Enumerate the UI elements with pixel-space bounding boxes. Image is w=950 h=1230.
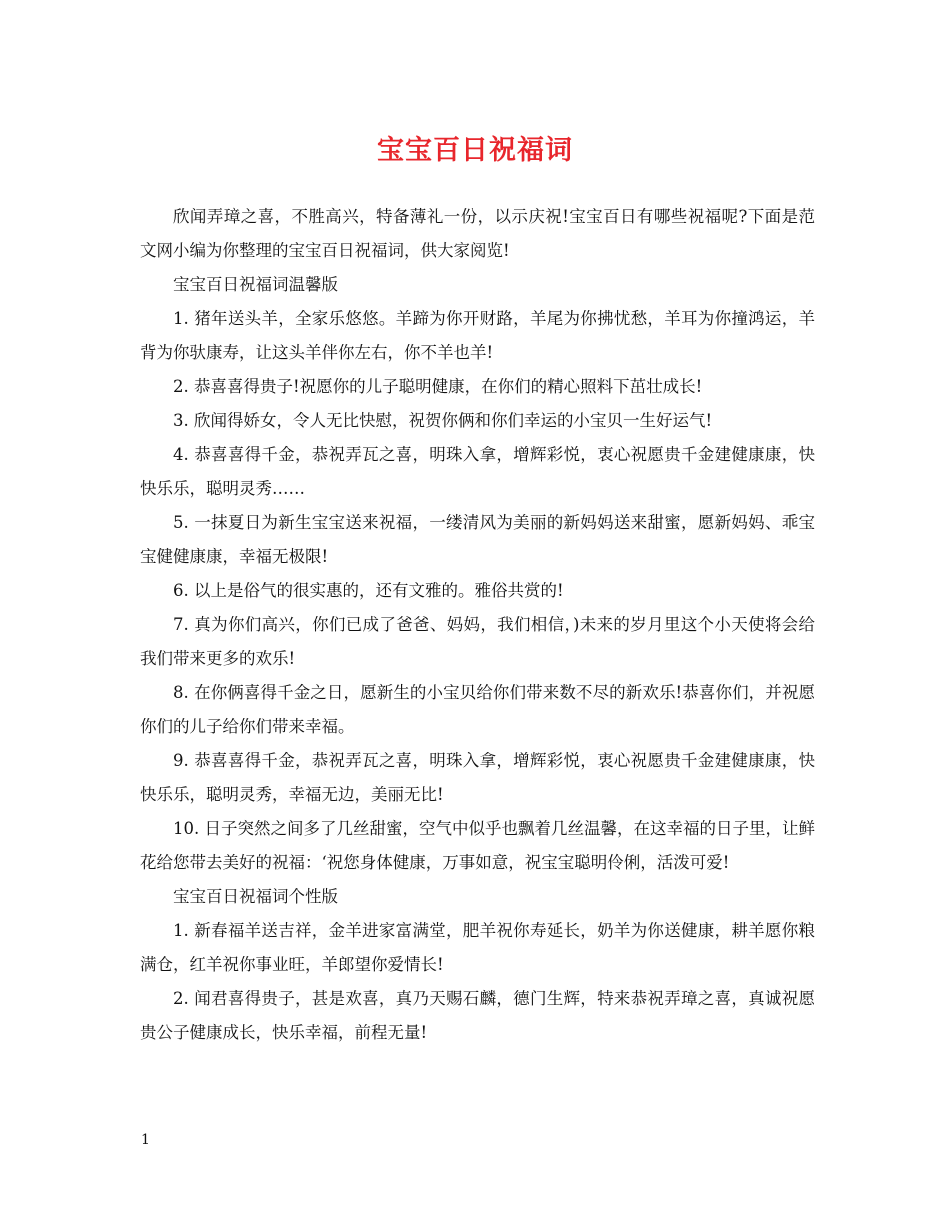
list-item: 4. 恭喜喜得千金，恭祝弄瓦之喜，明珠入拿，增辉彩悦，衷心祝愿贵千金建健康康，快快乐乐，聪明灵秀…… xyxy=(140,445,815,498)
list-item: 1. 新春福羊送吉祥，金羊进家富满堂，肥羊祝你寿延长，奶羊为你送健康，耕羊愿你粮满仓，红羊祝你事业旺，羊郎望你爱情长! xyxy=(140,921,815,974)
section-heading-personal: 宝宝百日祝福词个性版 xyxy=(173,887,338,906)
list-item: 3. 欣闻得娇女，令人无比快慰，祝贺你俩和你们幸运的小宝贝一生好运气! xyxy=(173,411,713,430)
list-item: 7. 真为你们高兴，你们已成了爸爸、妈妈，我们相信，)未来的岁月里这个小天使将会给我们带来更多的欢乐! xyxy=(140,615,815,668)
list-item: 10. 日子突然之间多了几丝甜蜜，空气中似乎也飘着几丝温馨，在这幸福的日子里，让鲜花给您带去美好的祝福：‘祝您身体健康，万事如意，祝宝宝聪明伶俐，活泼可爱! xyxy=(140,819,815,872)
list-item: 2. 恭喜喜得贵子!祝愿你的儿子聪明健康，在你们的精心照料下茁壮成长! xyxy=(173,377,703,396)
document-body xyxy=(140,200,815,1050)
list-item: 6. 以上是俗气的很实惠的，还有文雅的。雅俗共赏的! xyxy=(173,581,564,600)
page-title: 宝宝百日祝福词 xyxy=(377,135,573,166)
list-item: 1. 猪年送头羊，全家乐悠悠。羊蹄为你开财路，羊尾为你拂忧愁，羊耳为你撞鸿运，羊背为你驮康寿，让这头羊伴你左右，你不羊也羊! xyxy=(140,309,815,362)
list-item: 9. 恭喜喜得千金，恭祝弄瓦之喜，明珠入拿，增辉彩悦，衷心祝愿贵千金建健康康，快快乐乐，聪明灵秀，幸福无边，美丽无比! xyxy=(140,751,815,804)
list-item: 8. 在你俩喜得千金之日，愿新生的小宝贝给你们带来数不尽的新欢乐!恭喜你们，并祝愿你们的儿子给你们带来幸福。 xyxy=(140,683,815,736)
intro-paragraph: 欣闻弄璋之喜，不胜高兴，特备薄礼一份，以示庆祝!宝宝百日有哪些祝福呢?下面是范文网小编为你整理的宝宝百日祝福词，供大家阅览! xyxy=(140,207,815,260)
page-number: 1 xyxy=(141,1132,150,1148)
list-item: 2. 闻君喜得贵子，甚是欢喜，真乃天赐石麟，德门生辉，特来恭祝弄璋之喜，真诚祝愿贵公子健康成长，快乐幸福，前程无量! xyxy=(140,989,815,1042)
section-heading-warm: 宝宝百日祝福词温馨版 xyxy=(173,275,338,294)
list-item: 5. 一抹夏日为新生宝宝送来祝福，一缕清风为美丽的新妈妈送来甜蜜，愿新妈妈、乖宝宝健健康康，幸福无极限! xyxy=(140,513,815,566)
